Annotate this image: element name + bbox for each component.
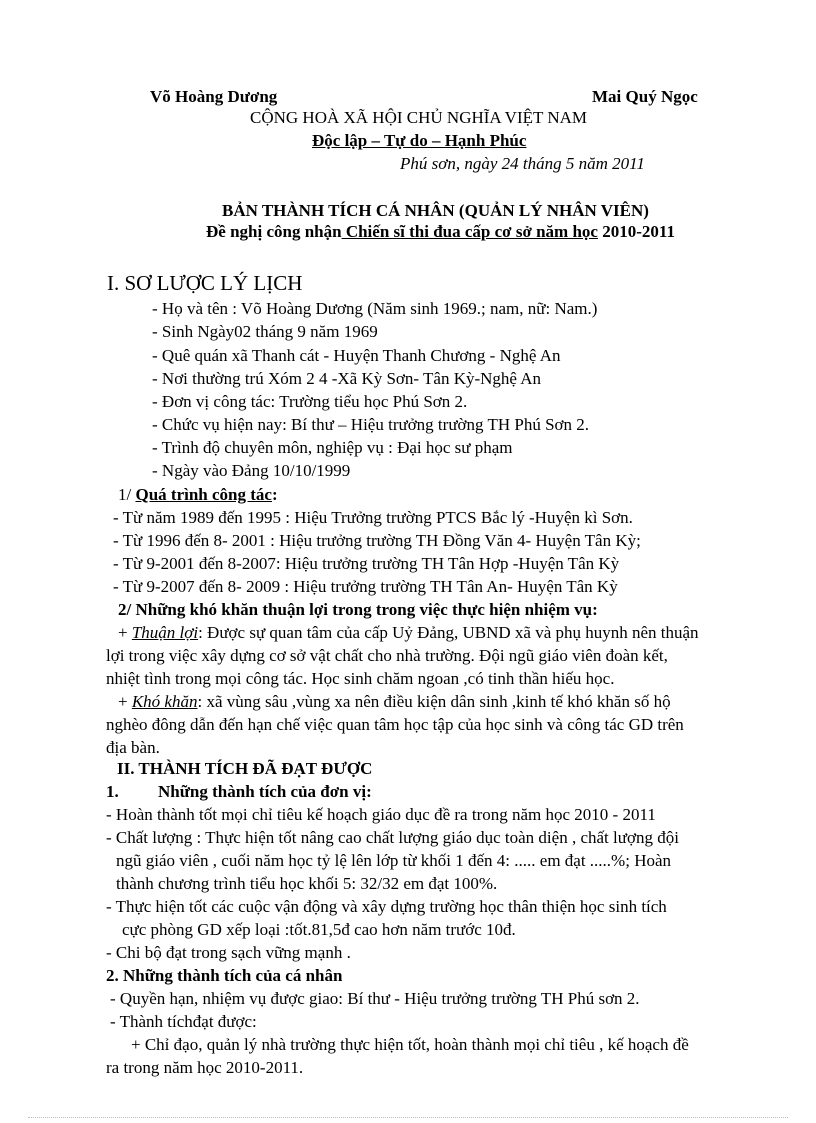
unit-line: ngũ giáo viên , cuối năm học tỷ lệ lên lớp từ khối 1 đến 4: ..... em đạt .....%; Hoàn [116,851,672,870]
bio-line: - Trình độ chuyên môn, nghiệp vụ : Đại học sư phạm [152,438,513,457]
author-left: Võ Hoàng Dương [150,87,278,106]
advantages-line: lợi trong việc xây dựng cơ sở vật chất cho nhà trường. Đội ngũ giáo viên đoàn kết, [106,646,668,665]
unit-line: - Thực hiện tốt các cuộc vận động và xây dựng trường học thân thiện học sinh tích [106,897,667,916]
national-motto: Độc lập – Tự do – Hạnh Phúc [312,131,527,150]
bio-line: - Họ và tên : Võ Hoàng Dương (Năm sinh 1969.; nam, nữ: Nam.) [152,299,598,318]
advantages-line: nhiệt tình trong mọi công tác. Học sinh chăm ngoan ,có tinh thần hiếu học. [106,669,615,688]
advantages-line [118,623,699,643]
difficulties-text: : xã vùng sâu ,vùng xa nên điều kiện dân sinh ,kinh tế khó khăn số hộ [197,692,671,711]
work-heading-label: Quá trình công tác [135,485,272,504]
personal-line: - Quyền hạn, nhiệm vụ được giao: Bí thư - Hiệu trưởng trường TH Phú sơn 2. [110,989,640,1008]
author-right: Mai Quý Ngọc [592,87,698,106]
document-title: BẢN THÀNH TÍCH CÁ NHÂN (QUẢN LÝ NHÂN VIÊN) [222,201,649,220]
national-title: CỘNG HOÀ XÃ HỘI CHỦ NGHĨA VIỆT NAM [250,108,588,127]
unit-line: - Chi bộ đạt trong sạch vững mạnh . [106,943,351,962]
personal-line: - Thành tíchđạt được: [110,1012,257,1031]
work-heading-number: 1/ [118,485,136,504]
work-heading [118,485,278,505]
personal-line: ra trong năm học 2010-2011. [106,1058,304,1077]
unit-heading-number: 1. [106,782,119,801]
unit-heading: Những thành tích của đơn vị: [158,782,372,801]
difficulties-label: Khó khăn [131,692,198,711]
difficulties-prefix: + [118,692,132,711]
work-line: - Từ 9-2001 đến 8-2007: Hiệu trưởng trường TH Tân Hợp -Huyện Tân Kỳ [113,554,620,573]
unit-line: thành chương trình tiểu học khối 5: 32/32 em đạt 100%. [116,874,498,893]
bio-line: - Quê quán xã Thanh cát - Huyện Thanh Chương - Nghệ An [152,346,561,365]
subtitle-prefix: Đề nghị công nhận [206,222,342,241]
advantages-text: : Được sự quan tâm của cấp Uỷ Đảng, UBND xã và phụ huynh nên thuận [198,623,699,642]
difficulties-line: nghèo đông dẫn đến hạn chế việc quan tâm học tập của học sinh và công tác GD trên [106,715,684,734]
subtitle-suffix: 2010-2011 [597,222,675,241]
advantages-label: Thuận lợi [131,623,199,642]
difficulties-heading: 2/ Những khó khăn thuận lợi trong trong việc thực hiện nhiệm vụ: [118,600,598,619]
unit-line: cực phòng GD xếp loại :tốt.81,5đ cao hơn năm trước 10đ. [122,920,516,939]
personal-line: + Chỉ đạo, quản lý nhà trường thực hiện tốt, hoàn thành mọi chỉ tiêu , kế hoạch đề [131,1035,689,1054]
work-line: - Từ 1996 đến 8- 2001 : Hiệu trưởng trường TH Đồng Văn 4- Huyện Tân Kỳ; [113,531,641,550]
work-line: - Từ năm 1989 đến 1995 : Hiệu Trưởng trường PTCS Bắc lý -Huyện kì Sơn. [113,508,633,527]
bio-line: - Chức vụ hiện nay: Bí thư – Hiệu trưởng trường TH Phú Sơn 2. [152,415,590,434]
difficulties-line [118,692,671,712]
difficulties-line: địa bàn. [106,738,160,757]
section-2-heading: II. THÀNH TÍCH ĐÃ ĐẠT ĐƯỢC [117,759,373,778]
personal-heading: 2. Những thành tích của cá nhân [106,966,343,985]
work-heading-colon: : [271,485,278,504]
bio-line: - Đơn vị công tác: Trường tiểu học Phú Sơn 2. [152,392,468,411]
bio-line: - Ngày vào Đảng 10/10/1999 [152,461,351,480]
unit-line: - Hoàn thành tốt mọi chỉ tiêu kế hoạch giáo dục đề ra trong năm học 2010 - 2011 [106,805,656,824]
page-footer-rule [28,1117,788,1118]
work-line: - Từ 9-2007 đến 8- 2009 : Hiệu trưởng trường TH Tân An- Huyện Tân Kỳ [113,577,618,596]
subtitle-emphasis: Chiến sĩ thi đua cấp cơ sở năm học [341,222,598,241]
place-date: Phú sơn, ngày 24 tháng 5 năm 2011 [400,154,645,173]
bio-line: - Nơi thường trú Xóm 2 4 -Xã Kỳ Sơn- Tân Kỳ-Nghệ An [152,369,542,388]
bio-line: - Sinh Ngày02 tháng 9 năm 1969 [152,322,378,341]
unit-line: - Chất lượng : Thực hiện tốt nâng cao chất lượng giáo dục toàn diện , chất lượng đội [106,828,679,847]
section-1-heading: I. SƠ LƯỢC LÝ LỊCH [107,271,303,295]
advantages-prefix: + [118,623,132,642]
document-subtitle [206,222,675,242]
